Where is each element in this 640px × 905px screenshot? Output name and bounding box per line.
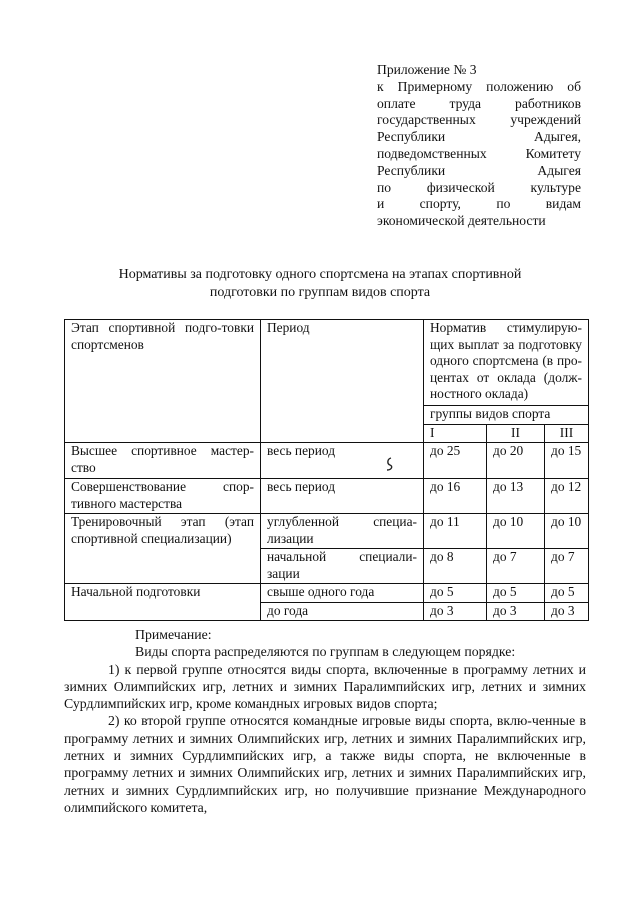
row-group-3: до 12 [545,479,589,514]
row-group-1: до 8 [424,549,487,584]
document-title-line: Нормативы за подготовку одного спортсмена на этапах спортивной [118,267,522,282]
annex-line: экономической деятельности [377,213,546,229]
row-group-2: до 13 [487,479,545,514]
header-group-1: I [424,424,487,443]
row-group-3: до 10 [545,514,589,549]
annex-line: по физической культуре [377,179,581,195]
row-period: свыше одного года [261,584,424,603]
annex-line: подведомственных Комитету [377,145,581,161]
row-group-3: до 3 [545,602,589,621]
norms-table [64,319,589,621]
annex-title: Приложение № 3 [377,62,477,77]
row-group-3: до 15 [545,443,589,479]
annex-line: и спорту, по видам [377,196,581,212]
row-group-2: до 10 [487,514,545,549]
annex-line: к Примерному положению об [377,78,581,94]
header-group-2: II [487,424,545,443]
table-row [65,584,589,603]
row-group-1: до 11 [424,514,487,549]
annex-line: оплате труда работников [377,95,581,111]
annex-line: Республики Адыгея, [377,129,581,145]
table-header-row [65,320,589,406]
row-group-1: до 5 [424,584,487,603]
annex-line: Республики Адыгея [377,162,581,178]
note-intro: Виды спорта распределяются по группам в следующем порядке: [135,644,516,660]
row-group-2: до 20 [487,443,545,479]
row-group-2: до 5 [487,584,545,603]
row-group-3: до 5 [545,584,589,603]
table-row [65,443,589,479]
header-group-3: III [545,424,589,443]
row-period: углубленной специа-лизации [261,514,424,549]
document-title-line: подготовки по группам видов спорта [209,285,431,300]
row-period: весь период [261,443,424,479]
header-groups: группы видов спорта [424,406,589,425]
row-period: весь период [261,479,424,514]
row-group-1: до 25 [424,443,487,479]
row-group-1: до 16 [424,479,487,514]
note-section [64,626,586,816]
row-period: начальной специали-зации [261,549,424,584]
annex-block [377,62,581,230]
header-norm: Норматив стимулирую-щих выплат за подготовку одного спортсмена (в про-центах от оклада (долж-ностного оклада) [424,320,589,406]
row-stage: Начальной подготовки [65,584,261,621]
row-group-2: до 3 [487,602,545,621]
header-period: Период [261,320,424,443]
document-title [60,266,580,302]
note-heading: Примечание: [135,627,212,642]
row-period: до года [261,602,424,621]
scan-mark-icon [384,456,394,477]
note-item-2: 2) ко второй группе относятся командные игровые виды спорта, вклю-ченные в программу летних и зимних Олимпийских игр, летних и зимних Паралимпийских игр, летних и зимних Сурдлимпийских игр, а также виды спорта, не включенные в программу летних и зимних Олимпийских игр, летних и зимних Паралимпийских игр, летних и зимних Сурдлимпийских игр, но получившие признание Международного олимпийского комитета, [64,713,586,815]
header-stage: Этап спортивной подго-товки спортсменов [65,320,261,443]
row-group-3: до 7 [545,549,589,584]
row-group-2: до 7 [487,549,545,584]
annex-line: государственных учреждений [377,112,581,128]
row-stage: Тренировочный этап (этап спортивной специализации) [65,514,261,584]
row-group-1: до 3 [424,602,487,621]
table-row [65,479,589,514]
table-row [65,514,589,549]
row-stage: Совершенствование спор-тивного мастерства [65,479,261,514]
note-item-1: 1) к первой группе относятся виды спорта, включенные в программу летних и зимних Олимпийских игр, летних и зимних Паралимпийских игр, летних и зимних Сурдлимпийских игр, кроме командных игровых видов спорта; [64,661,586,712]
row-stage: Высшее спортивное мастер-ство [65,443,261,479]
